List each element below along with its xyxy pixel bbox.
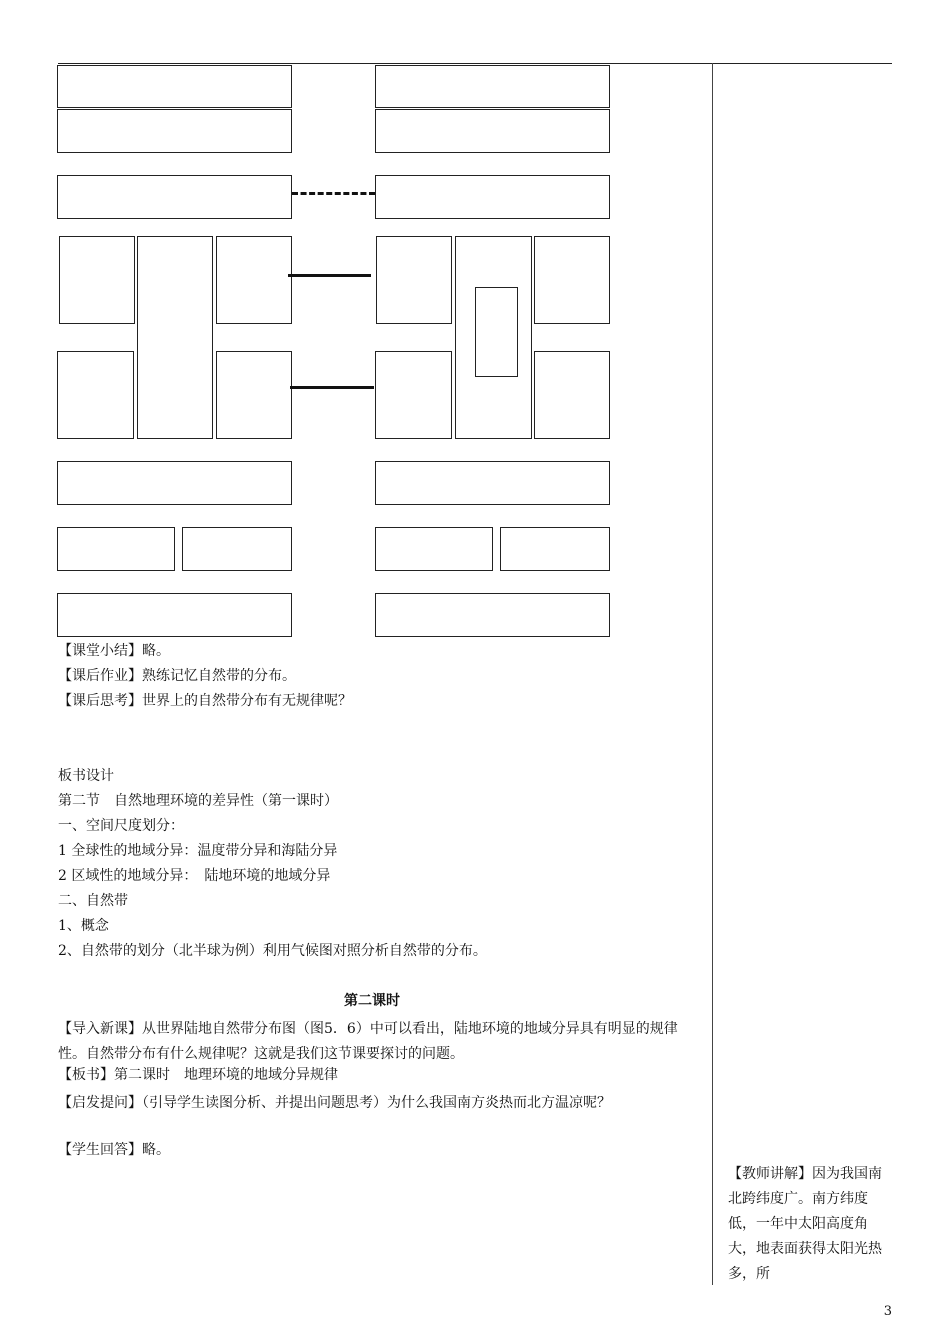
diagram-box [57,175,292,219]
diagram-box [216,351,292,439]
board-heading: 板书设计 [58,768,114,784]
diagram-box [57,65,292,108]
diagram-box [534,351,610,439]
diagram-box [500,527,610,571]
diagram-box [375,109,610,153]
teacher-explanation: 【教师讲解】因为我国南北跨纬度广。南方纬度低，一年中太阳高度角大，地表面获得太阳光热多，所 [728,1166,882,1282]
diagram-box [57,351,134,439]
top-rule [58,63,892,64]
board-line: 1、概念 [58,918,109,934]
lesson2-answer: 【学生回答】略。 [58,1142,170,1158]
board-line: 1 全球性的地域分异：温度带分异和海陆分异 [58,843,338,859]
board-line: 第二节 自然地理环境的差异性（第一课时） [58,793,338,809]
lesson2-intro: 【导入新课】从世界陆地自然带分布图（图5．6）中可以看出，陆地环境的地域分异具有明显的规律性。自然带分布有什么规律呢？这就是我们这节课要探讨的问题。 [58,1021,678,1062]
solid-connector [290,386,374,389]
board-line: 2、自然带的划分（北半球为例）利用气候图对照分析自然带的分布。 [58,943,487,959]
diagram-box [375,527,493,571]
diagram-box [375,175,610,219]
diagram-box [57,461,292,505]
diagram-box [57,109,292,153]
lesson2-title: 第二课时 [344,993,400,1009]
lesson2-board: 【板书】第二课时 地理环境的地域分异规律 [58,1067,338,1083]
lesson2-question: 【启发提问】（引导学生读图分析、并提出问题思考）为什么我国南方炎热而北方温凉呢？ [58,1095,611,1111]
diagram-box [375,65,610,108]
solid-connector [288,274,371,277]
page-number: 3 [883,1304,892,1319]
board-line: 二、自然带 [58,893,128,909]
diagram-box [182,527,292,571]
dashed-connector [292,192,375,195]
diagram-box [59,236,135,324]
diagram-box [57,593,292,637]
diagram-box [216,236,292,324]
board-line: 2 区域性的地域分异： 陆地环境的地域分异 [58,868,331,884]
diagram-box [137,236,213,439]
diagram-box [57,527,175,571]
board-line: 一、空间尺度划分： [58,818,184,834]
reflection: 【课后思考】世界上的自然带分布有无规律呢？ [58,693,352,709]
diagram-box [375,593,610,637]
column-divider [712,63,713,1285]
diagram-box [375,351,452,439]
diagram-box [375,461,610,505]
homework: 【课后作业】熟练记忆自然带的分布。 [58,668,296,684]
class-summary: 【课堂小结】略。 [58,643,170,659]
diagram-box-inner [475,287,518,377]
diagram-box [534,236,610,324]
diagram-box [376,236,452,324]
